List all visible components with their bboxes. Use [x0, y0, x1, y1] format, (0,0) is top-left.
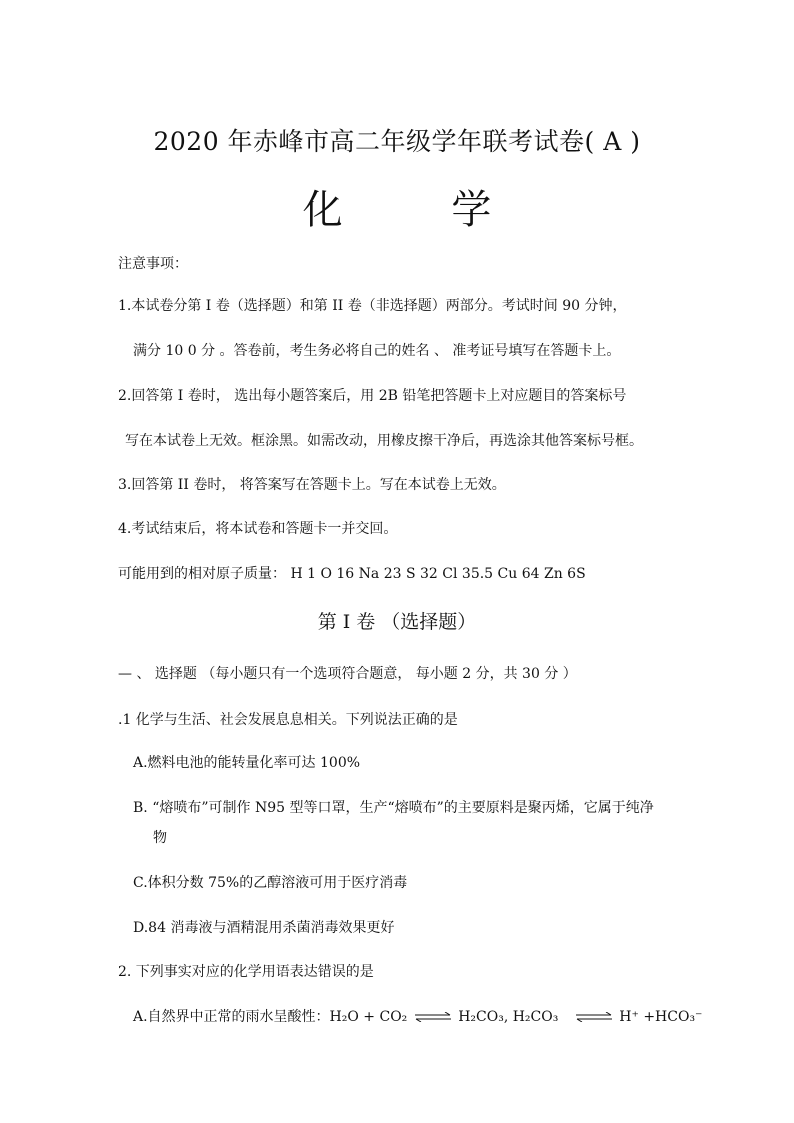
- option-a: A.燃料电池的能转量化率可达 100%: [133, 755, 361, 771]
- note-line: 写在本试卷上无效。框涂黑。如需改动，用橡皮擦干净后，再选涂其他答案标号框。: [125, 433, 643, 449]
- equation-mid: H₂CO₃, H₂CO₃: [458, 1009, 559, 1025]
- question-stem: 2. 下列事实对应的化学用语表达错误的是: [118, 964, 374, 980]
- option-d: D.84 消毒液与酒精混用杀菌消毒效果更好: [133, 920, 395, 936]
- note-line: 满分 10 0 分 。答卷前，考生务必将自己的姓名 、 准考证号填写在答题卡上。: [133, 343, 621, 359]
- subject-title: 化 学: [302, 187, 540, 233]
- note-line: 4.考试结束后，将本试卷和答题卡一并交回。: [118, 521, 398, 537]
- note-line: 2.回答第 I 卷时， 选出每小题答案后，用 2B 铅笔把答题卡上对应题目的答案标号: [118, 388, 627, 404]
- equation-tail: H⁺ +HCO₃⁻: [619, 1009, 703, 1025]
- section-instructions: — 、 选择题 （每小题只有一个选项符合题意， 每小题 2 分，共 30 分 ）: [118, 666, 577, 682]
- option-c: C.体积分数 75%的乙醇溶液可用于医疗消毒: [133, 875, 408, 891]
- equation-prefix: A.自然界中正常的雨水呈酸性：H₂O + CO₂: [133, 1009, 408, 1025]
- option-b-continued: 物: [153, 830, 167, 846]
- option-b: B. “熔喷布”可制作 N95 型等口罩，生产“熔喷布”的主要原料是聚丙烯，它属于纯净: [133, 800, 654, 816]
- equilibrium-arrow-icon: [575, 1012, 613, 1022]
- exam-title: 2020 年赤峰市高二年级学年联考试卷( A ): [153, 127, 641, 156]
- notes-heading: 注意事项：: [118, 256, 188, 272]
- option-a-equation: [133, 1006, 702, 1026]
- atomic-masses: 可能用到的相对原子质量： H 1 O 16 Na 23 S 32 Cl 35.5 Cu 64 Zn 6S: [118, 566, 586, 582]
- equilibrium-arrow-icon: [414, 1012, 452, 1022]
- note-line: 3.回答第 II 卷时， 将答案写在答题卡上。写在本试卷上无效。: [118, 477, 506, 493]
- question-stem: .1 化学与生活、社会发展息息相关。下列说法正确的是: [118, 712, 458, 728]
- note-line: 1.本试卷分第 I 卷（选择题）和第 II 卷（非选择题）两部分。考试时间 90 分钟，: [118, 298, 627, 314]
- section-title: 第 I 卷 （选择题）: [317, 611, 477, 633]
